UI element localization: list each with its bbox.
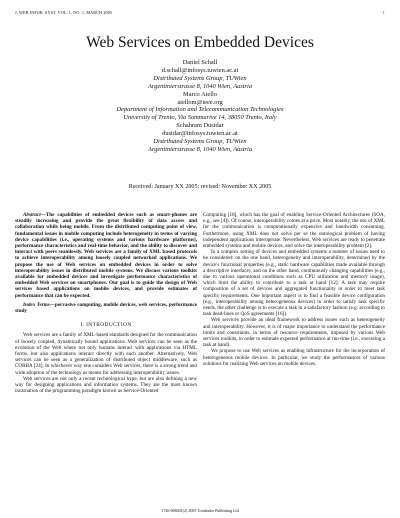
index-terms-text: pervasive computing, mobile devices, web services, performance study [15, 301, 198, 315]
paragraph: Web services are a family of XML-based standards designed for the communication of loosely coupled, dynamically bound applications. Web services can be seen as the evolution of the Web where not only humans interact with applications via HTML forms, but also applications interact directly with each another. Alternatively, Web services can be seen as a generalization of distributed object middleware, such as CORBA [24]. In whichever way one considers Web services, there is a strong trend and wide adoption of the technology as means for addressing interoperability issues. [15, 332, 197, 376]
running-head [15, 10, 385, 18]
left-column [15, 212, 197, 394]
journal-citation: J. WEB INFOR. SYST. VOL. 1, NO. 1, MARCH 2005 [15, 10, 113, 15]
abstract-text: The capabilities of embedded devices such as smart-phones are steadily increasing and provide the great flexibility of data access and collaboration while being mobile. From the distributed computing point of view, fundamental issues in mobile computing include heterogeneity in terms of varying device capabilities (i.e., operating systems and various hardware platforms), performance characteristics and real-time behavior, and the ability to discover and interact with peers seamlessly. Web services are a family of XML based protocols to achieve interoperability among loosely coupled networked applications. We propose the use of Web services on embedded devices in order to solve interoperability issues in distributed mobile systems. We discuss various toolkits available for embedded devices and investigate performance characteristics of embedded Web services on smartphones. Our goal is to guide the design of Web services based applications on mobile devices, and provide estimates of performance that can be expected. [15, 212, 197, 299]
paragraph: Web services are not only a recent technological hype, but are also defining a new way for designing applications and information systems. They are the most known incarnation of the programming paradigm known as Service-Oriented [15, 375, 197, 395]
index-terms-label: Index Terms [23, 301, 50, 308]
author-affiliation: Distributed Systems Group, TUWien [153, 74, 247, 82]
author-affiliation: Department of Information and Telecommunication Technologies [116, 106, 284, 114]
paragraph: In a complex setting of devices and embedded systems a number of issues need to be considered: on the one hand, heterogeneity and interoperability, determined by the device's functional properties (e.g., static hardware capabilities made available through a descriptive interface), and on the other hand, continuously changing capabilities (e.g., due to various operational conditions such as CPU utilization and memory usage), which limit the ability to contribute to a task at hand [12]. A task may require composition of a set of devices and aggregated functionality in order to meet task specific requirements. One important aspect is to find a feasible device configuration (e.g., interoperability among heterogeneous devices) in order to satisfy task specific needs, the other challenge is to execute a task in a satisfactory fashion (e.g. according to task dead-lines or QoS agreements [16]). [203, 249, 385, 318]
introduction-body [15, 332, 197, 394]
copyright-footer: 1746-008401(2) 2005 Troubador Publishing Ltd [161, 508, 239, 513]
author-address: University of Trento, Via Sommarive 14, 38050 Trento, Italy [123, 114, 277, 122]
author-name: Marco Aiello [183, 90, 217, 98]
author-name: Daniel Schall [182, 59, 218, 66]
paragraph: We propose to use Web services as enabling infrastructure for the incorporation of heterogeneous mobile devices. In particular, we study the performances of various solutions for realizing Web services on mobile devices. [203, 348, 385, 367]
author-email: aiellom@ieee.org [177, 98, 223, 106]
index-terms: Index Terms—pervasive computing, mobile devices, web services, performance study [15, 301, 198, 315]
author-affiliation: Distributed Systems Group, TUWien [153, 138, 247, 146]
author-block [0, 59, 400, 154]
author-name: Schahram Dustdar [176, 122, 224, 130]
page-number: 1 [382, 10, 385, 15]
section-heading-introduction: I. INTRODUCTION [80, 322, 132, 329]
author-address: Argentinierstrasse 8, 1040 Wien, Austria [147, 145, 253, 153]
right-column [203, 212, 385, 367]
abstract: Abstract—The capabilities of embedded devices such as smart-phones are steadily increasing and provide the great flexibility of data access and collaboration while being mobile. From the distributed computing point of view, fundamental issues in mobile computing include heterogeneity in terms of varying device capabilities (i.e., operating systems and various hardware platforms), performance characteristics and real-time behavior, and the ability to discover and interact with peers seamlessly. Web services are a family of XML based protocols to achieve interoperability among loosely coupled networked applications. We propose the use of Web services on embedded devices in order to solve interoperability issues in distributed mobile systems. We discuss various toolkits available for embedded devices and investigate performance characteristics of embedded Web services on smartphones. Our goal is to guide the design of Web services based applications on mobile devices, and provide estimates of performance that can be expected. [15, 212, 197, 299]
paragraph: Web services provide an ideal framework to address issues such as heterogeneity and interoperability. However, it is of major importance to understand the performance limits and constraints, in terms of resource requirements, imposed by various Web services toolkits, in order to estimate expected performance at run-time (i.e., executing a task at hand). [203, 317, 385, 349]
abstract-label: Abstract [23, 212, 41, 218]
received-dates: Received: January XX 2005; revised: November XX 2005 [128, 184, 272, 190]
paragraph: Computing [18], which has the goal of enabling Service-Oriented Architectures (SOA, e.g., see [4]). Of course, interoperability comes at a price. Most notably, the use of XML for the communication is computationally expensive and bandwidth consuming. Furthermore, using XML does not solve per se the ontological problem of having independent applications interoperate. Nevertheless, Web services are ready to penetrate embedded systems and mobile devices, and solve the interoperability problem [2]. [203, 212, 385, 250]
author-address: Argentinierstrasse 8, 1040 Wien, Austria [147, 82, 253, 90]
author-email: d.schall@infosys.tuwien.ac.at [161, 66, 239, 74]
author-email: dustdar@infosys.tuwien.ac.at [162, 130, 238, 138]
paper-title: Web Services on Embedded Devices [86, 34, 314, 51]
